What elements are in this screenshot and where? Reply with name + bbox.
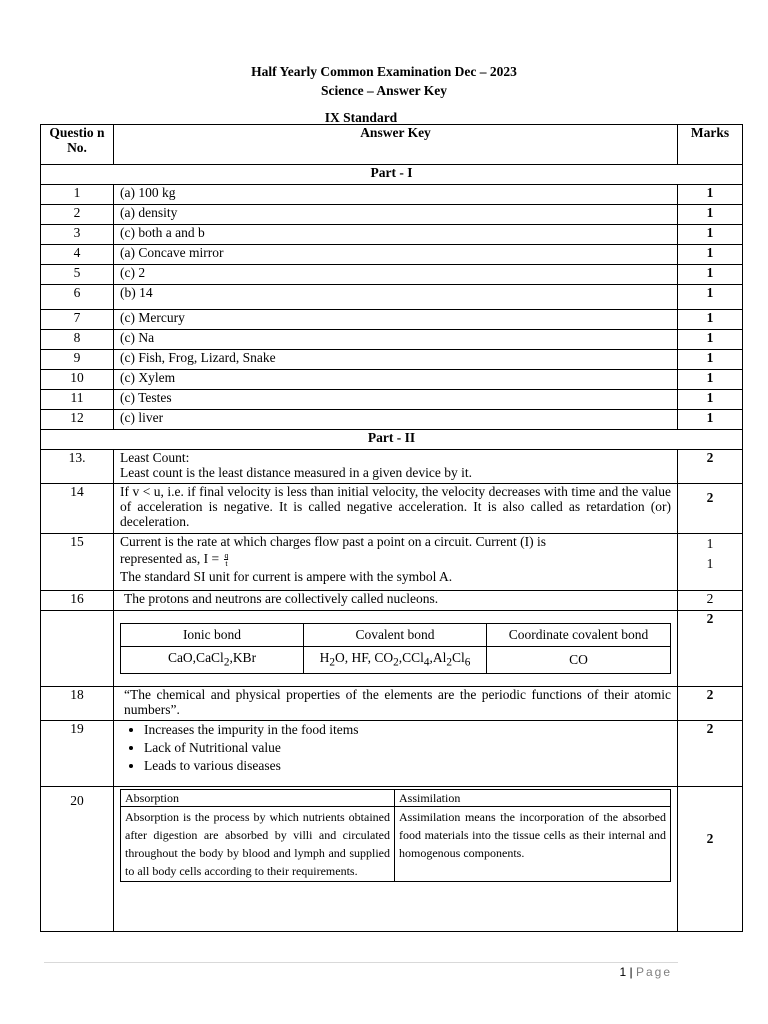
marks-value: 1	[678, 185, 743, 205]
formula-part: ,Al	[429, 649, 447, 665]
table-row	[41, 390, 743, 410]
question-number: 15	[41, 534, 114, 591]
formula-part: O, HF, CO	[334, 649, 394, 665]
bond-header: Ionic bond	[121, 623, 304, 646]
answer-text: (a) density	[114, 205, 678, 225]
question-number: 16	[41, 591, 114, 611]
bond-header: Covalent bond	[304, 623, 487, 646]
marks-value: 1	[678, 265, 743, 285]
question-number: 19	[41, 721, 114, 787]
table-row	[41, 484, 743, 534]
marks-value: 2	[678, 591, 743, 611]
formula-part: CaO,CaCl	[167, 649, 224, 665]
answer-text: The protons and neutrons are collectively called nucleons.	[114, 591, 678, 611]
table-row	[41, 205, 743, 225]
answer-text: Current is the rate at which charges flow past a point on a circuit. Current (I) is	[120, 534, 546, 549]
page-footer	[0, 965, 672, 979]
exam-subtitle: Science – Answer Key	[320, 83, 448, 98]
page-number: 1	[619, 965, 627, 979]
question-number	[41, 611, 114, 687]
absorption-header: Absorption	[121, 790, 395, 807]
answer-cell	[114, 534, 678, 591]
question-number: 4	[41, 245, 114, 265]
answer-cell	[114, 787, 678, 932]
marks-value: 1	[678, 225, 743, 245]
answer-key-header: Answer Key	[114, 125, 678, 165]
marks-value: 1	[706, 556, 714, 571]
exam-title: Half Yearly Common Examination Dec – 2023	[251, 64, 517, 79]
answer-cell	[114, 611, 678, 687]
question-number: 10	[41, 370, 114, 390]
formula-part: Cl	[452, 649, 465, 665]
table-row	[41, 225, 743, 245]
marks-value: 1	[678, 245, 743, 265]
question-no-header: Questio n No.	[41, 125, 114, 165]
question-number: 14	[41, 484, 114, 534]
table-row	[41, 265, 743, 285]
fraction-denominator: t	[225, 559, 228, 569]
current-fraction	[224, 552, 228, 567]
marks-value: 1	[678, 350, 743, 370]
marks-cell	[678, 534, 743, 591]
formula-line	[120, 549, 671, 569]
coordinate-examples: CO	[487, 646, 671, 674]
fraction-numerator: q	[224, 551, 229, 561]
absorption-assimilation-table	[120, 789, 671, 882]
formula-subscript: 6	[464, 656, 471, 669]
table-row	[41, 450, 743, 484]
bond-table	[120, 623, 671, 675]
assimilation-text: Assimilation means the incorporation of the absorbed food materials into the tissue cells as their internal and homogenous components.	[395, 807, 671, 882]
question-number: 8	[41, 330, 114, 350]
question-number: 5	[41, 265, 114, 285]
marks-value: 2	[678, 611, 743, 687]
footer-divider	[44, 962, 678, 963]
list-item: • Lack of Nutritional value	[144, 739, 671, 757]
question-number: 13.	[41, 450, 114, 484]
table-row	[41, 787, 743, 932]
marks-value: 1	[678, 330, 743, 350]
table-row	[41, 721, 743, 787]
bond-header: Coordinate covalent bond	[487, 623, 671, 646]
covalent-examples	[304, 646, 487, 674]
marks-value: 1	[678, 410, 743, 430]
answer-text: If v < u, i.e. if final velocity is less than initial velocity, the velocity decreases with time and the value of acceleration is negative. It is called negative acceleration. It is also called as retardation (or) deceleration.	[114, 484, 678, 534]
formula-subscript: 2	[329, 656, 335, 669]
marks-value: 2	[678, 450, 743, 484]
table-row	[41, 245, 743, 265]
table-header-row	[41, 125, 743, 165]
question-number: 1	[41, 185, 114, 205]
formula-subscript: 4	[423, 656, 430, 669]
standard-label: IX Standard	[324, 110, 398, 125]
question-number: 2	[41, 205, 114, 225]
answer-text: “The chemical and physical properties of the elements are the periodic functions of their atomic numbers”.	[114, 687, 678, 721]
answer-text: (a) 100 kg	[114, 185, 678, 205]
question-number: 3	[41, 225, 114, 245]
table-row	[41, 410, 743, 430]
bullet-list	[120, 721, 671, 775]
table-row	[41, 591, 743, 611]
list-item: • Leads to various diseases	[144, 757, 671, 775]
marks-value: 2	[678, 721, 743, 787]
assimilation-header: Assimilation	[395, 790, 671, 807]
answer-cell	[114, 450, 678, 484]
ionic-examples	[121, 646, 304, 674]
answer-heading: Least Count:	[120, 450, 190, 465]
marks-header: Marks	[678, 125, 743, 165]
answer-text: (c) liver	[114, 410, 678, 430]
question-number: 11	[41, 390, 114, 410]
table-row	[41, 330, 743, 350]
marks-value: 1	[678, 310, 743, 330]
part-2-title: Part - II	[41, 430, 743, 450]
table-row	[41, 611, 743, 687]
table-row	[41, 534, 743, 591]
table-row	[41, 687, 743, 721]
answer-text: (c) 2	[114, 265, 678, 285]
answer-text: The standard SI unit for current is ampere with the symbol A.	[120, 569, 453, 584]
answer-text: (a) Concave mirror	[114, 245, 678, 265]
marks-value: 1	[678, 205, 743, 225]
formula-subscript: 2	[223, 656, 230, 669]
marks-value: 1	[678, 370, 743, 390]
question-number: 12	[41, 410, 114, 430]
answer-text: (b) 14	[114, 285, 678, 310]
page-label: Page	[635, 965, 672, 979]
marks-value: 2	[678, 484, 743, 534]
marks-value: 1	[678, 390, 743, 410]
formula-part: ,CCl	[398, 649, 424, 665]
table-row	[41, 350, 743, 370]
answer-text: (c) Xylem	[114, 370, 678, 390]
marks-value: 1	[678, 285, 743, 310]
answer-cell	[114, 721, 678, 787]
table-row	[41, 310, 743, 330]
marks-value: 2	[678, 687, 743, 721]
answer-text: (c) both a and b	[114, 225, 678, 245]
page-separator: |	[629, 965, 633, 979]
part-1-title: Part - I	[41, 165, 743, 185]
table-row	[41, 285, 743, 310]
question-number: 9	[41, 350, 114, 370]
formula-subscript: 2	[446, 656, 453, 669]
list-item: • Increases the impurity in the food items	[144, 721, 671, 739]
question-number: 6	[41, 285, 114, 310]
question-number: 18	[41, 687, 114, 721]
formula-subscript: 2	[393, 656, 399, 669]
formula-part: ,KBr	[229, 649, 257, 665]
absorption-text: Absorption is the process by which nutrients obtained after digestion are absorbed by villi and circulated throughout the body by blood and lymph and supplied to all body cells according to their requirements.	[121, 807, 395, 882]
question-number: 20	[41, 787, 114, 932]
answer-text: (c) Fish, Frog, Lizard, Snake	[114, 350, 678, 370]
formula-part: H	[319, 649, 330, 665]
marks-value: 2	[678, 787, 743, 932]
formula-text: represented as, I =	[120, 551, 220, 566]
answer-text: (c) Mercury	[114, 310, 678, 330]
answer-text: (c) Na	[114, 330, 678, 350]
table-row	[41, 370, 743, 390]
answer-text: Least count is the least distance measured in a given device by it.	[120, 465, 473, 480]
answer-text: (c) Testes	[114, 390, 678, 410]
marks-value: 1	[706, 536, 714, 551]
answer-key-table	[40, 124, 743, 932]
question-number: 7	[41, 310, 114, 330]
table-row	[41, 185, 743, 205]
